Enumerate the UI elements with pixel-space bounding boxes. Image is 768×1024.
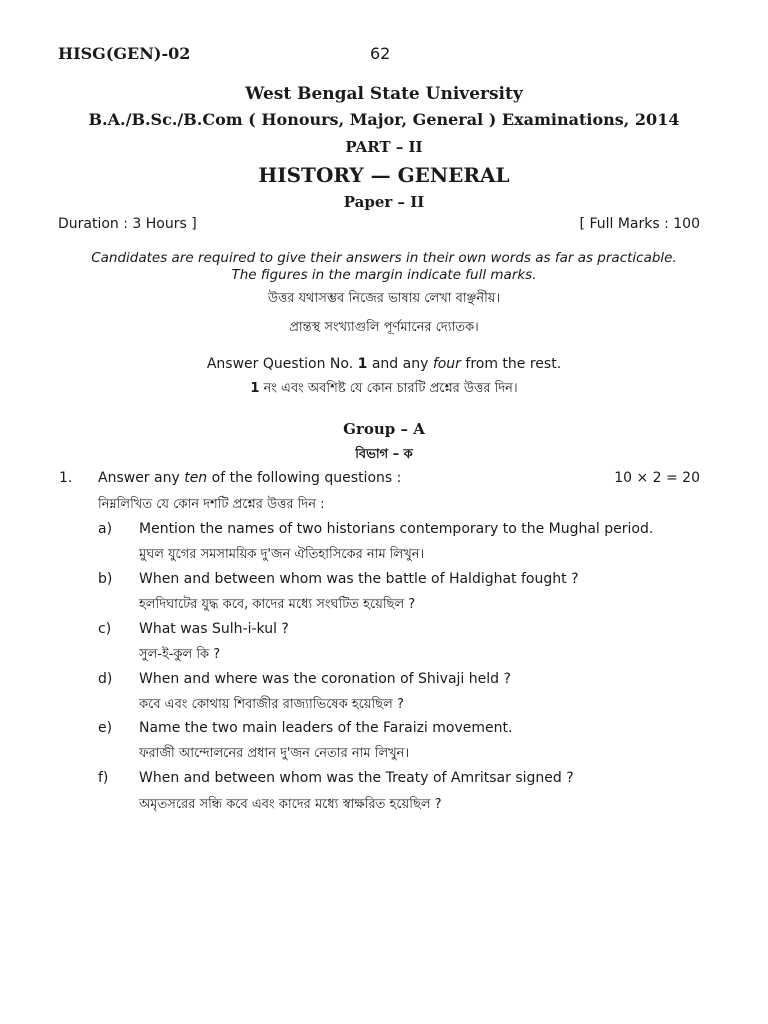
subquestion-text-bengali: সুল-ই-কুল কি ? [139, 647, 221, 662]
subquestion-text: When and between whom was the battle of Haldighat fought ? [139, 571, 579, 587]
subquestion-label: c) [98, 621, 112, 637]
subquestion-text: What was Sulh-i-kul ? [139, 621, 289, 637]
answer-rule-pre: Answer Question No. [206, 356, 358, 372]
subquestion-label: f) [98, 770, 109, 786]
part-label: PART – II [345, 138, 423, 156]
question-text [98, 470, 401, 486]
subquestion-text: When and where was the coronation of Shivaji held ? [139, 671, 511, 687]
answer-rule-mid: and any [367, 356, 433, 372]
full-marks: [ Full Marks : 100 [579, 216, 700, 232]
question-text-em: ten [184, 470, 208, 486]
subquestion-label: e) [98, 720, 113, 736]
answer-rule-num: 1 [357, 356, 368, 372]
subquestion-text-bengali: মুঘল যুগের সমসাময়িক দু'জন ঐতিহাসিকের নাম লিখুন। [139, 547, 425, 562]
instruction-bengali-1: উত্তর যথাসম্ভব নিজের ভাষায় লেখা বাঞ্ছনীয়। [267, 291, 501, 306]
question-number: 1. [59, 470, 73, 486]
university-name: West Bengal State University [245, 84, 523, 104]
subquestion-text-bengali: কবে এবং কোথায় শিবাজীর রাজ্যাভিষেক হয়েছিল ? [139, 697, 404, 712]
instruction-line-2: The figures in the margin indicate full marks. [231, 267, 537, 283]
answer-rule-bengali-text: নং এবং অবশিষ্ট যে কোন চারটি প্রশ্নের উত্তর দিন। [259, 381, 518, 396]
subquestion-label: a) [98, 521, 113, 537]
subject-title: HISTORY — GENERAL [258, 163, 510, 187]
group-title: Group – A [343, 420, 425, 438]
subquestion-text-bengali: অমৃতসরের সন্ধি কবে এবং কাদের মধ্যে স্বাক্ষরিত হয়েছিল ? [139, 797, 442, 812]
answer-rule-bengali-num: 1 [250, 381, 260, 396]
subquestion-text-bengali: ফরাজী আন্দোলনের প্রধান দু'জন নেতার নাম লিখুন। [139, 746, 410, 761]
answer-rule [0, 356, 768, 372]
subquestion-text: Mention the names of two historians contemporary to the Mughal period. [139, 521, 654, 537]
subquestion-text: When and between whom was the Treaty of Amritsar signed ? [139, 770, 574, 786]
exam-title: B.A./B.Sc./B.Com ( Honours, Major, General ) Examinations, 2014 [88, 110, 680, 129]
subquestion-label: b) [98, 571, 113, 587]
duration: Duration : 3 Hours ] [58, 216, 197, 232]
paper-code: HISG(GEN)-02 [58, 44, 191, 63]
answer-rule-four: four [432, 356, 461, 372]
question-text-pre: Answer any [98, 470, 185, 486]
paper-label: Paper – II [343, 193, 425, 211]
group-title-bengali: বিভাগ – ক [355, 447, 413, 462]
question-text-bengali: নিম্নলিখিত যে কোন দশটি প্রশ্নের উত্তর দিন : [98, 497, 325, 512]
subquestion-text: Name the two main leaders of the Faraizi movement. [139, 720, 513, 736]
answer-rule-post: from the rest. [460, 356, 562, 372]
subquestion-label: d) [98, 671, 113, 687]
instruction-line-1: Candidates are required to give their answers in their own words as far as practicable. [91, 250, 677, 266]
answer-rule-bengali [0, 379, 768, 400]
subquestion-text-bengali: হলদিঘাটের যুদ্ধ কবে, কাদের মধ্যে সংঘটিত হয়েছিল ? [139, 597, 416, 612]
question-marks: 10 × 2 = 20 [614, 470, 700, 486]
question-text-post: of the following questions : [207, 470, 402, 486]
page-number: 62 [370, 44, 391, 63]
instruction-bengali-2: প্রান্তস্থ সংখ্যাগুলি পূর্ণমানের দ্যোতক। [289, 320, 479, 335]
